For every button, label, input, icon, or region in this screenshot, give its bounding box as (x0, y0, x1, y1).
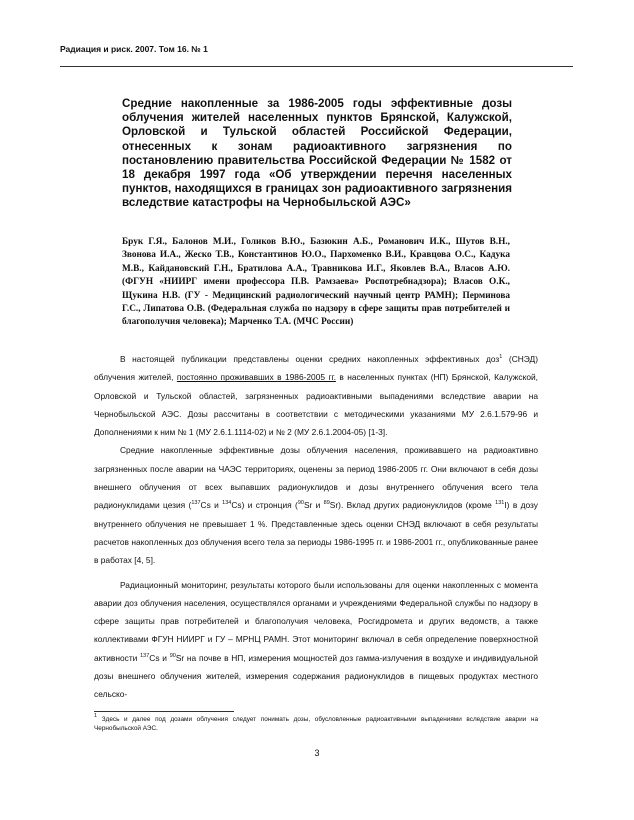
footnote (94, 713, 538, 733)
text-run: Sr). Вклад других радионуклидов (кроме (329, 500, 496, 511)
paragraph-1 (94, 350, 538, 441)
text-run: Cs и (149, 652, 170, 663)
footnote-text: Здесь и далее под дозами облучения следует понимать дозы, обусловленные радиоактивными выпадениями вследствие аварии на Чернобыльской АЭС. (94, 716, 538, 732)
mass-number: 137 (140, 652, 150, 659)
mass-number: 131 (495, 500, 505, 507)
text-run: Sr на почве в НП, измерения мощностей доз гамма-излучения в воздухе и индивидуальной дозы внешнего облучения жителей, измерения содержания радионуклидов в пищевых продуктах местного сельско- (94, 652, 538, 700)
mass-number: 137 (191, 500, 201, 507)
footnote-marker: 1 (94, 713, 98, 719)
header-rule (60, 66, 573, 67)
underlined-phrase: постоянно проживавших в 1986-2005 гг. (176, 372, 336, 383)
text-run: Средние накопленные эффективные дозы облучения населения, проживавшего на радиоактивно загрязненных после аварии на ЧАЭС территориях, оценены за период 1986-2005 гг. Они включают в себя дозы внешнего облучения от всех выпавших радионуклидов и дозы внутреннего облучения всего тела радионуклидами цезия ( (94, 445, 538, 511)
mass-number: 90 (169, 652, 176, 659)
text-run: Cs и (200, 500, 223, 511)
text-run: (СНЭД) облучения жителей, (94, 354, 538, 383)
text-run: Sr и (303, 500, 324, 511)
text-run: в населенных пунктах (НП) Брянской, Калужской, Орловской и Тульской областей, загрязненных радиоактивными выпадениями вследствие аварии на Чернобыльской АЭС. Дозы рассчитаны в соответствии с методическими указаниями МУ 2.6.1.579-96 и Дополнениями к ним № 1 (МУ 2.6.1.1114-02) и № 2 (МУ 2.6.1.2004-05) [1-3]. (94, 372, 538, 438)
page-number: 3 (314, 748, 320, 758)
article-title: Средние накопленные за 1986-2005 годы эффективные дозы облучения жителей населенных пунктов Брянской, Калужской, Орловской и Тульской областей Российской Федерации, отнесенных к зонам радиоактивного загрязнения по постановлению правительства Российской Федерации № 1582 от 18 декабря 1997 года «Об утверждении перечня населенных пунктов, находящихся в границах зон радиоактивного загрязнения вследствие катастрофы на Чернобыльской АЭС» (122, 97, 512, 210)
text-run: Cs) и стронция ( (231, 500, 298, 511)
text-run: В настоящей публикации представлены оценки средних накопленных эффективных доз (120, 354, 500, 364)
author-list: Брук Г.Я., Балонов М.И., Голиков В.Ю., Базюкин А.Б., Романович И.К., Шутов В.Н., Звонова И.А., Жеско Т.В., Константинов Ю.О., Пархоменко В.И., Кравцова О.С., Кадука М.В., Кайдановский Г.Н., Братилова А.А., Травникова И.Г., Яковлев В.А., Власов А.Ю. (ФГУН «НИИРГ имени профессора П.В. Рамзаева» Роспотребнадзора); Власов О.К., Щукина Н.В. (ГУ - Медицинский радиологический научный центр РАМН); Перминова Г.С., Липатова О.В. (Федеральная служба по надзору в сфере защиты прав потребителей и благополучия человека); Марченко Т.А. (МЧС России) (122, 237, 510, 328)
footnote-ref: 1 (499, 354, 503, 360)
footnote-rule (94, 711, 234, 712)
running-header: Радиация и риск. 2007. Том 16. № 1 (60, 44, 208, 54)
paragraph-2 (94, 441, 538, 569)
mass-number: 90 (297, 500, 304, 507)
article-body (94, 350, 538, 704)
text-run: I) в дозу внутреннего облучения не превышает 1 %. Представленные здесь оценки СНЭД включают в себя результаты расчетов накопленных доз облучения всего тела за периоды 1986-1995 гг. и 1986-2001 гг., опубликованные ранее в работах [4, 5]. (94, 500, 538, 566)
mass-number: 89 (323, 500, 330, 507)
text-run: Радиационный мониторинг, результаты которого были использованы для оценки накопленных с момента аварии доз облучения населения, осуществлялся органами и учреждениями Федеральной службы по надзору в сфере защиты прав потребителей и благополучия человека, Росгидромета и других ведомств, а также коллективами ФГУН НИИРГ и ГУ – МРНЦ РАМН. Этот мониторинг включал в себя определение поверхностной активности (94, 579, 538, 663)
paragraph-3 (94, 576, 538, 704)
mass-number: 134 (222, 500, 232, 507)
